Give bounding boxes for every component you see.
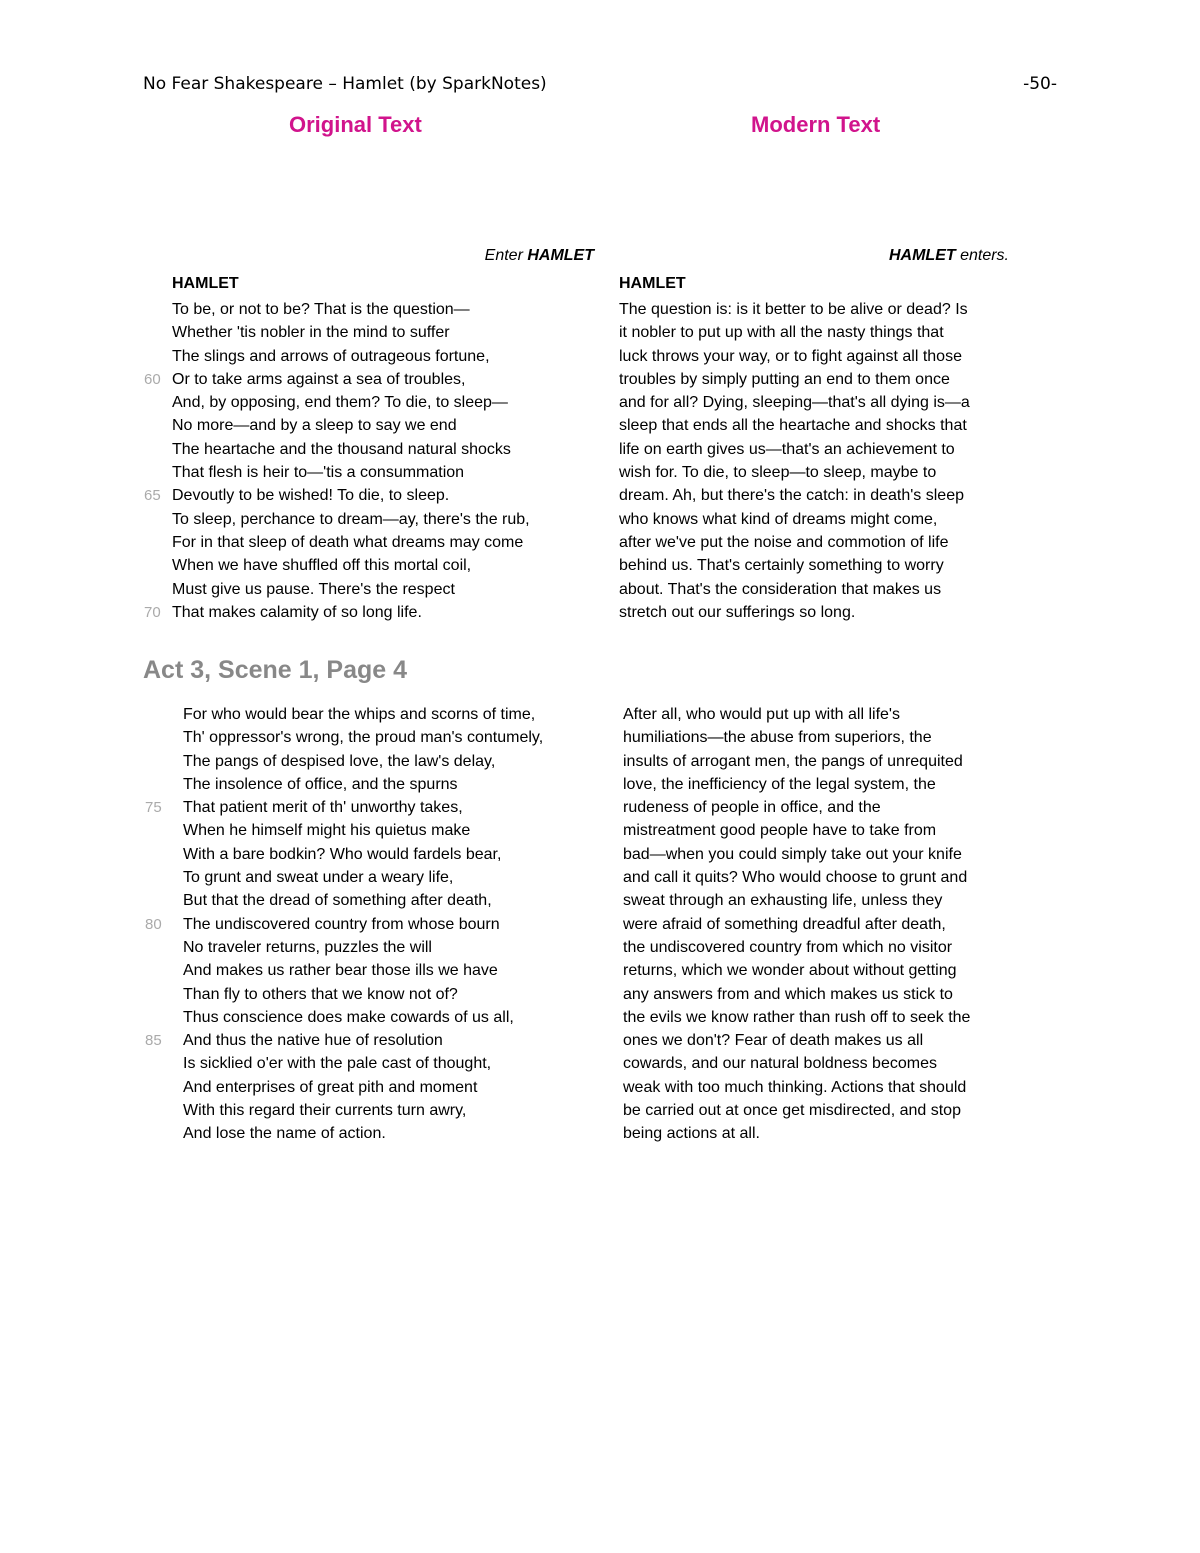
prose-line: wish for. To die, to sleep—to sleep, maybe to xyxy=(619,464,937,482)
prose-line: about. That's the consideration that makes us xyxy=(619,580,942,598)
prose-line: rudeness of people in office, and the xyxy=(623,799,881,817)
line-text: Th' oppressor's wrong, the proud man's contumely, xyxy=(183,729,544,747)
line-text: And, by opposing, end them? To die, to sleep— xyxy=(172,394,508,412)
verse-line xyxy=(172,554,530,577)
verse-line xyxy=(183,866,543,889)
line-text: Devoutly to be wished! To die, to sleep. xyxy=(172,487,450,505)
verse-line xyxy=(144,368,530,391)
prose-line: and for all? Dying, sleeping—that's all dying is—a xyxy=(619,394,970,412)
line-number: 70 xyxy=(144,603,161,621)
verse-line xyxy=(183,983,543,1006)
prose-line: luck throws your way, or to fight against all those xyxy=(619,347,962,365)
prose-line: cowards, and our natural boldness becomes xyxy=(623,1055,937,1073)
prose-line: troubles by simply putting an end to them once xyxy=(619,370,950,388)
prose-line: sweat through an exhausting life, unless they xyxy=(623,892,943,910)
prose-line: mistreatment good people have to take from xyxy=(623,822,937,840)
line-text: Thus conscience does make cowards of us all, xyxy=(183,1008,514,1026)
prose-line: weak with too much thinking. Actions that should xyxy=(623,1078,967,1096)
line-text: Whether 'tis nobler in the mind to suffer xyxy=(172,324,450,342)
prose-line: dream. Ah, but there's the catch: in death's sleep xyxy=(619,487,964,505)
prose-line: who knows what kind of dreams might come, xyxy=(619,510,938,528)
prose-line: bad—when you could simply take out your knife xyxy=(623,845,962,863)
prose-line: After all, who would put up with all life's xyxy=(623,706,900,723)
prose-line: life on earth gives us—that's an achievement to xyxy=(619,440,955,458)
prose-line: returns, which we wonder about without getting xyxy=(623,962,957,980)
verse-line xyxy=(183,703,543,726)
prose-line: insults of arrogant men, the pangs of unrequited xyxy=(623,752,963,770)
scene-heading: Act 3, Scene 1, Page 4 xyxy=(143,656,408,684)
speaker-name-modern: HAMLET xyxy=(619,275,686,292)
verse-line xyxy=(183,936,543,959)
line-text: But that the dread of something after death, xyxy=(183,892,492,910)
line-text: The slings and arrows of outrageous fortune, xyxy=(172,347,490,365)
verse-line xyxy=(172,345,530,368)
prose-line: the evils we know rather than rush off to seek the xyxy=(623,1008,971,1026)
line-text: With this regard their currents turn awry, xyxy=(183,1102,467,1120)
line-number: 75 xyxy=(145,799,162,817)
prose-line: humiliations—the abuse from superiors, the xyxy=(623,729,932,747)
line-number: 65 xyxy=(144,487,161,505)
verse-line xyxy=(172,391,530,414)
line-text: That makes calamity of so long life. xyxy=(172,603,422,621)
line-number: 85 xyxy=(145,1032,162,1050)
verse-line xyxy=(144,484,530,507)
prose-line: after we've put the noise and commotion of life xyxy=(619,533,949,551)
original-lines-section2 xyxy=(145,703,544,1146)
prose-line: The question is: is it better to be alive or dead? Is xyxy=(619,301,968,318)
line-text: To sleep, perchance to dream—ay, there's the rub, xyxy=(172,510,530,528)
line-text: To grunt and sweat under a weary life, xyxy=(183,869,454,887)
verse-line xyxy=(183,1076,543,1099)
prose-line: be carried out at once get misdirected, and stop xyxy=(623,1102,961,1120)
verse-line xyxy=(183,1122,543,1145)
prose-line: sleep that ends all the heartache and shocks that xyxy=(619,417,967,435)
original-text-heading: Original Text xyxy=(289,112,422,137)
line-text: Than fly to others that we know not of? xyxy=(183,985,458,1003)
line-text: And enterprises of great pith and moment xyxy=(183,1078,478,1096)
verse-line xyxy=(172,578,530,601)
verse-line xyxy=(183,750,543,773)
line-text: For who would bear the whips and scorns of time, xyxy=(183,706,536,723)
line-text: And thus the native hue of resolution xyxy=(183,1032,443,1050)
line-text: That flesh is heir to—'tis a consummation xyxy=(172,464,465,482)
verse-line xyxy=(183,1099,543,1122)
verse-line xyxy=(183,889,543,912)
original-lines-section1 xyxy=(144,298,530,624)
prose-line: love, the inefficiency of the legal system, the xyxy=(623,775,936,793)
verse-line xyxy=(145,796,543,819)
prose-line: were afraid of something dreadful after death, xyxy=(623,915,946,933)
verse-line xyxy=(183,1052,543,1075)
prose-line: and call it quits? Who would choose to grunt and xyxy=(623,869,968,887)
prose-line: ones we don't? Fear of death makes us all xyxy=(623,1032,924,1050)
line-text: And lose the name of action. xyxy=(183,1125,386,1143)
line-text: The heartache and the thousand natural shocks xyxy=(172,440,511,458)
line-text: And makes us rather bear those ills we have xyxy=(183,962,498,980)
line-text: With a bare bodkin? Who would fardels bear, xyxy=(183,845,502,863)
line-number: 80 xyxy=(145,915,162,933)
modern-text-heading: Modern Text xyxy=(751,112,881,137)
page-header-title: No Fear Shakespeare – Hamlet (by SparkNotes) xyxy=(143,74,547,94)
verse-line xyxy=(144,601,530,624)
line-number: 60 xyxy=(144,370,161,388)
line-text: No more—and by a sleep to say we end xyxy=(172,417,457,435)
line-text: That patient merit of th' unworthy takes, xyxy=(183,799,463,817)
page-number: -50- xyxy=(1023,74,1057,94)
stage-character: HAMLET xyxy=(527,247,594,264)
stage-direction-original xyxy=(485,247,594,265)
prose-line: behind us. That's certainly something to worry xyxy=(619,557,944,575)
line-text: The undiscovered country from whose bourn xyxy=(183,915,500,933)
prose-line: the undiscovered country from which no visitor xyxy=(623,938,953,956)
verse-line xyxy=(172,461,530,484)
verse-line xyxy=(172,531,530,554)
line-text: When we have shuffled off this mortal coil, xyxy=(172,557,472,575)
line-text: Must give us pause. There's the respect xyxy=(172,580,455,598)
verse-line xyxy=(172,414,530,437)
speaker-name-original: HAMLET xyxy=(172,275,239,292)
verse-line xyxy=(172,508,530,531)
stage-character: HAMLET xyxy=(888,247,956,264)
modern-lines-section1 xyxy=(619,298,970,624)
verse-line xyxy=(183,726,543,749)
line-text: When he himself might his quietus make xyxy=(183,822,471,840)
modern-lines-section2 xyxy=(623,703,970,1146)
verse-line xyxy=(183,773,543,796)
stage-prefix: Enter xyxy=(484,247,528,264)
stage-suffix: enters. xyxy=(955,247,1009,264)
verse-line xyxy=(172,438,530,461)
verse-line xyxy=(172,298,530,321)
prose-line: any answers from and which makes us stick to xyxy=(623,985,953,1003)
prose-line: stretch out our sufferings so long. xyxy=(619,603,856,621)
prose-line: being actions at all. xyxy=(623,1125,760,1143)
verse-line xyxy=(145,1029,543,1052)
verse-line xyxy=(183,819,543,842)
line-text: Or to take arms against a sea of troubles, xyxy=(172,370,466,388)
verse-line xyxy=(183,959,543,982)
prose-line: it nobler to put up with all the nasty things that xyxy=(619,324,944,342)
line-text: The insolence of office, and the spurns xyxy=(183,775,458,793)
verse-line xyxy=(183,843,543,866)
verse-line xyxy=(183,1006,543,1029)
verse-line xyxy=(172,321,530,344)
line-text: To be, or not to be? That is the question— xyxy=(172,301,470,318)
line-text: No traveler returns, puzzles the will xyxy=(183,938,432,956)
line-text: For in that sleep of death what dreams may come xyxy=(172,533,524,551)
line-text: Is sicklied o'er with the pale cast of thought, xyxy=(183,1055,492,1073)
stage-direction-modern xyxy=(889,247,1009,265)
line-text: The pangs of despised love, the law's delay, xyxy=(183,752,496,770)
verse-line xyxy=(145,913,543,936)
